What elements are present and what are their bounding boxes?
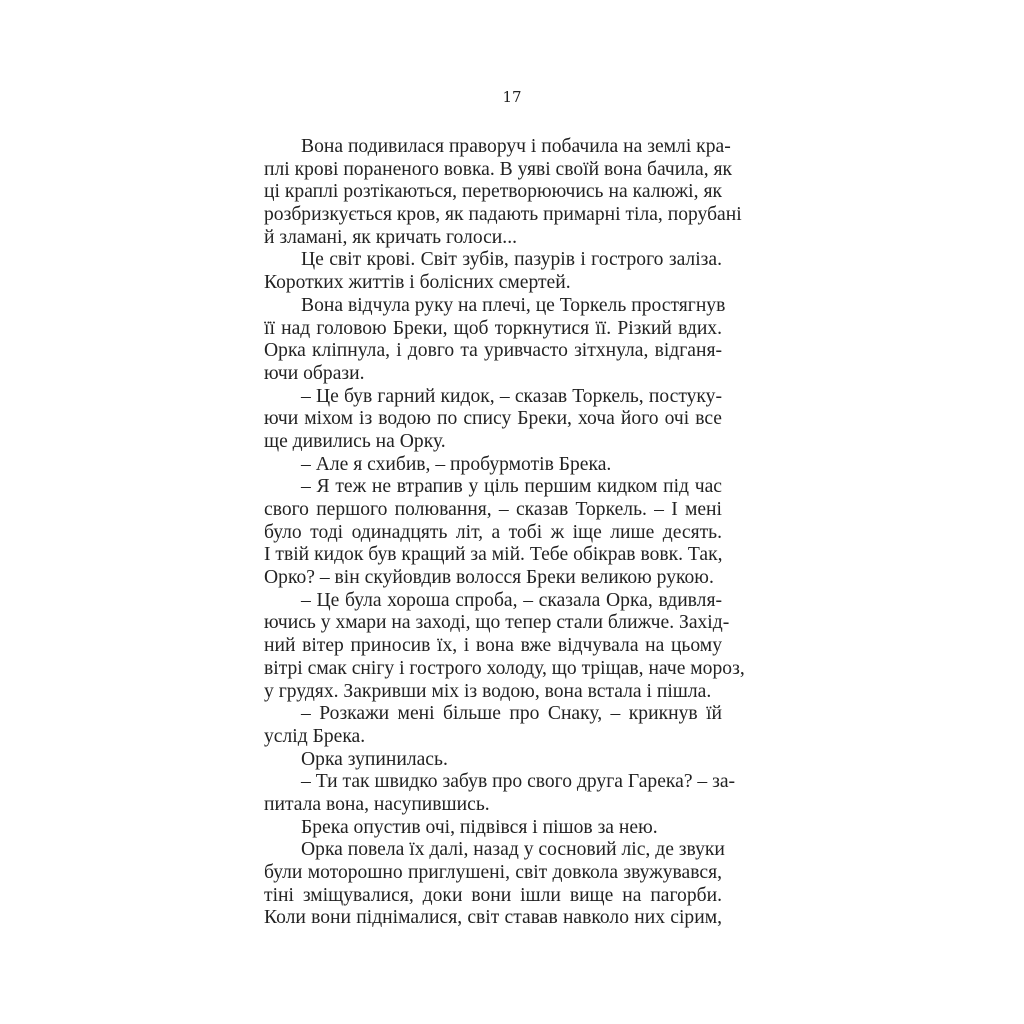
text-line: плі крові пораненого вовка. В уяві своїй вона бачила, як <box>264 158 733 180</box>
text-line: ний вітер приносив їх, і вона вже відчувала на цьому <box>264 635 722 657</box>
text-line: свого першого полювання, – сказав Торкель. – І мені <box>264 499 722 520</box>
text-line: питала вона, насупившись. <box>264 793 490 815</box>
text-line: – Але я схибив, – пробурмотів Брека. <box>301 453 612 475</box>
text-line: Орка зупинилась. <box>301 748 448 770</box>
text-line: у грудях. Закривши міх із водою, вона встала і пішла. <box>264 680 712 702</box>
text-line: Коротких життів і болісних смертей. <box>264 272 571 294</box>
text-line: ючи образи. <box>264 362 365 384</box>
text-line: Орка кліпнула, і довго та уривчасто зітхнула, відганя- <box>264 340 722 362</box>
text-line: Це світ крові. Світ зубів, пазурів і гострого заліза. <box>301 249 722 271</box>
text-line: – Я теж не втрапив у ціль першим кидком під час <box>301 476 722 498</box>
text-line: й зламані, як кричать голоси... <box>264 226 517 248</box>
body-text <box>264 136 745 930</box>
text-line: Брека опустив очі, підвівся і пішов за нею. <box>301 816 658 838</box>
text-line: Орко? – він скуйовдив волосся Бреки великою рукою. <box>264 567 714 589</box>
text-line: – Розкажи мені більше про Снаку, – крикнув їй <box>301 703 722 725</box>
text-line: вітрі смак снігу і гострого холоду, що тріщав, наче мороз, <box>264 657 745 679</box>
text-line: її над головою Бреки, щоб торкнутися її. Різкий вдих. <box>264 317 722 339</box>
text-line: ще дивились на Орку. <box>264 430 446 452</box>
text-line: І твій кидок був кращий за мій. Тебе обікрав вовк. Так, <box>264 544 723 566</box>
text-line: – Це була хороша спроба, – сказала Орка, вдивля- <box>301 589 722 611</box>
text-line: Коли вони піднімалися, світ ставав навколо них сірим, <box>264 907 722 929</box>
text-line: ючи міхом із водою по спису Бреки, хоча його очі все <box>264 408 722 430</box>
text-line: – Ти так швидко забув про свого друга Гарека? – за- <box>301 771 736 793</box>
text-line: услід Брека. <box>264 725 366 747</box>
text-line: – Це був гарний кидок, – сказав Торкель, постуку- <box>301 385 722 407</box>
text-line: були моторошно приглушені, світ довкола звужувався, <box>264 862 722 883</box>
text-line: ці краплі розтікаються, перетворюючись на калюжі, як <box>264 181 722 203</box>
page-number: 17 <box>502 88 522 106</box>
text-line: тіні зміщувалися, доки вони ішли вище на пагорби. <box>264 884 722 906</box>
text-line: Вона відчула руку на плечі, це Торкель простягнув <box>301 294 726 316</box>
text-line: розбризкується кров, як падають примарні тіла, порубані <box>264 204 742 226</box>
text-line: ючись у хмари на заході, що тепер стали ближче. Захід- <box>264 612 730 634</box>
text-line: Вона подивилася праворуч і побачила на землі кра- <box>301 136 731 157</box>
text-line: Орка повела їх далі, назад у сосновий ліс, де звуки <box>301 839 725 861</box>
text-line: було тоді одинадцять літ, а тобі ж іще лише десять. <box>264 521 722 543</box>
